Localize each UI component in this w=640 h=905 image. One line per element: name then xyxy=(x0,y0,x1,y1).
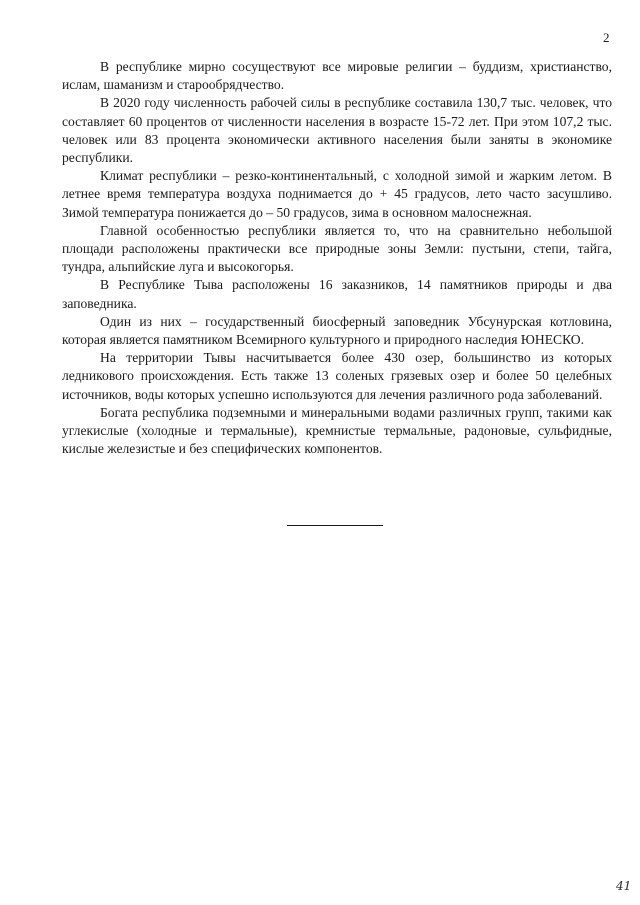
paragraph-reserves: В Республике Тыва расположены 16 заказников, 14 памятников природы и два заповедника. xyxy=(62,277,612,311)
document-body xyxy=(62,58,612,458)
paragraph-lakes: На территории Тывы насчитывается более 430 озер, большинство из которых ледникового происхождения. Есть также 13 соленых грязевых озер и более 50 целебных источников, воды которых успешно используются для лечения различного рода заболеваний. xyxy=(62,350,612,402)
paragraph-ubsunur-basin: Один из них – государственный биосферный заповедник Убсунурская котловина, которая является памятником Всемирного культурного и природного наследия ЮНЕСКО. xyxy=(62,313,612,348)
paragraph-workforce: В 2020 году численность рабочей силы в республике составила 130,7 тыс. человек, что составляет 60 процентов от численности населения в возрасте 15-72 лет. При этом 107,2 тыс. человек или 83 процента экономически активного населения были заняты в экономике республики. xyxy=(62,95,612,166)
paragraph-climate: Климат республики – резко-континентальный, с холодной зимой и жарким летом. В летнее время температура воздуха поднимается до + 45 градусов, лето часто засушливо. Зимой температура понижается до – 50 градусов, зима в основном малоснежная. xyxy=(62,168,612,220)
page-number: 2 xyxy=(603,30,610,45)
handwritten-page-mark: 41 xyxy=(616,879,632,893)
section-separator xyxy=(287,525,383,526)
paragraph-natural-zones: Главной особенностью республики является то, что на сравнительно небольшой площади расположены практически все природные зоны Земли: пустыни, степи, тайга, тундра, альпийские луга и высокогорья. xyxy=(62,222,612,275)
paragraph-religions: В республике мирно сосуществуют все мировые религии – буддизм, христианство, ислам, шаманизм и старообрядчество. xyxy=(62,59,612,93)
paragraph-mineral-waters: Богата республика подземными и минеральными водами различных групп, такими как углекислые (холодные и термальные), кремнистые термальные, радоновые, сульфидные, кислые железистые и без специфических компонентов. xyxy=(62,404,612,457)
